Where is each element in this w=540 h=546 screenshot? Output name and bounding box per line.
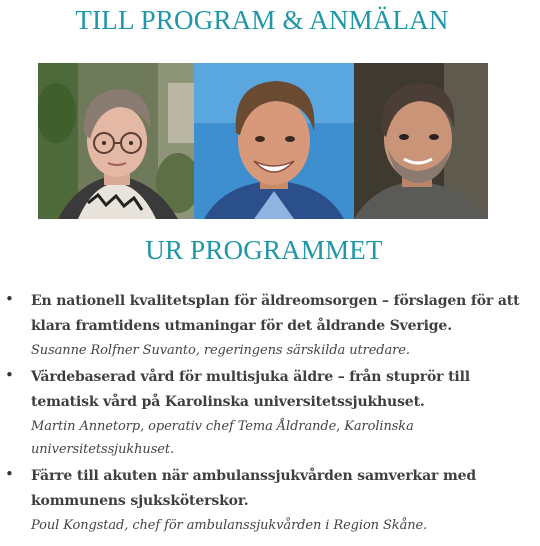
- bullet: •: [5, 465, 14, 483]
- program-list: [0, 289, 540, 540]
- program-item-title: En nationell kvalitetsplan för äldreomsorgen – förslagen för att klara framtidens utmaningar för det åldrande Sverige.: [31, 293, 520, 334]
- program-item-speaker: Poul Kongstad, chef för ambulanssjukvården i Region Skåne.: [31, 518, 428, 533]
- program-item-speaker: Martin Annetorp, operativ chef Tema Åldrande, Karolinska universitetssjukhuset.: [31, 419, 414, 457]
- list-item: [0, 464, 540, 537]
- list-item: [0, 365, 540, 461]
- speaker-photo-strip: [38, 63, 488, 219]
- section-heading: UR PROGRAMMET: [145, 235, 383, 265]
- portrait-man-smiling-photo: [194, 63, 354, 219]
- program-registration-link[interactable]: TILL PROGRAM & ANMÄLAN: [75, 5, 449, 35]
- program-item-speaker: Susanne Rolfner Suvanto, regeringens särskilda utredare.: [31, 343, 410, 358]
- portrait-man-beard-photo: [354, 63, 488, 219]
- program-item-title: Värdebaserad vård för multisjuka äldre – från stuprör till tematisk vård på Karolinska universitetssjukhuset.: [31, 369, 470, 410]
- portrait-woman-glasses-photo: [38, 63, 194, 219]
- bullet: •: [5, 290, 14, 308]
- list-item: [0, 289, 540, 362]
- bullet: •: [5, 366, 14, 384]
- program-item-title: Färre till akuten när ambulanssjukvården samverkar med kommunens sjuksköterskor.: [31, 468, 477, 509]
